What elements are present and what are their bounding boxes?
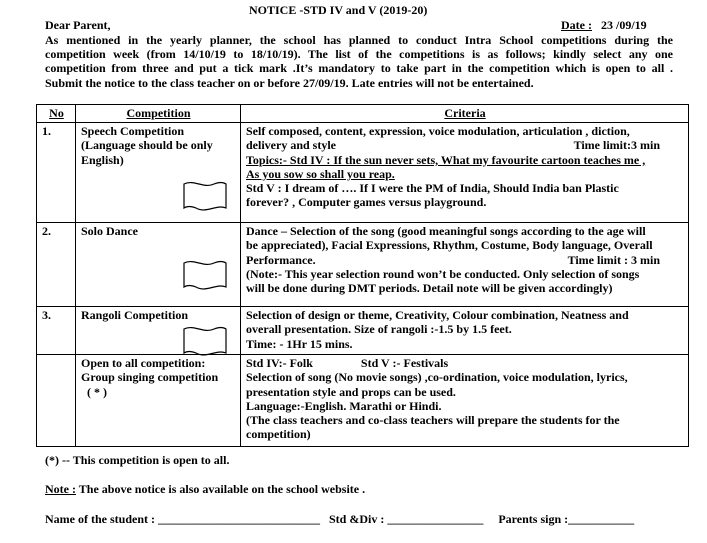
table-row [37, 355, 689, 447]
header-criteria: Criteria [241, 105, 689, 123]
std-div-field[interactable]: ________________ [387, 512, 484, 526]
std-div-label: Std &Div : [329, 512, 385, 526]
footnote: (*) -- This competition is open to all. [45, 453, 230, 467]
intro-line-2: competition week (from 14/10/19 to 18/10/19). The list of the competitions is as follows; kindly select any one [45, 47, 673, 62]
student-name-field[interactable]: ___________________________ [158, 512, 320, 526]
tick-box-rangoli[interactable] [182, 325, 228, 357]
table-row [37, 123, 689, 223]
row-criteria: Selection of design or theme, Creativity, Colour combination, Neatness and overall presentation. Size of rangoli :-1.5 by 1.5 feet. Time: - 1Hr 15 mins. [241, 307, 689, 355]
row-criteria: Self composed, content, expression, voice modulation, articulation , diction, delivery and style Time limit:3 min Topics:- Std IV : If the sun never sets, What my favourite cartoon teaches me , As you sow so shall you reap. Std V : I dream of …. If I were the PM of India, Should India ban Plastic forever? , Computer games versus playground. [241, 123, 689, 223]
signature-line [45, 512, 634, 526]
note-label: Note : [45, 482, 76, 496]
row-criteria: Dance – Selection of the song (good meaningful songs according to the age will be appreciated), Facial Expressions, Rhythm, Costume, Body language, Overall Performance. Time limit : 3 min (Note:- This year selection round won’t be conducted. Only selection of songs will be done during DMT periods. Detail note will be given accordingly) [241, 223, 689, 307]
row-competition: Open to all competition: Group singing competition ( * ) [76, 355, 241, 447]
table-header-row [37, 105, 689, 123]
intro-paragraph [45, 33, 673, 90]
table-row [37, 223, 689, 307]
note-line [45, 482, 365, 496]
row-competition: Solo Dance [76, 223, 241, 307]
header-competition: Competition [76, 105, 241, 123]
row-no [37, 355, 76, 447]
parent-sign-field[interactable]: ___________ [568, 512, 635, 526]
student-name-label: Name of the student : [45, 512, 155, 526]
intro-line-1: As mentioned in the yearly planner, the school has planned to conduct Intra School competitions during the [45, 33, 673, 47]
row-no: 2. [37, 223, 76, 307]
intro-line-3: competition from three and put a tick mark .It’s mandatory to take part in the competition which is open to all . [45, 61, 673, 76]
header-no: No [37, 105, 76, 123]
competition-table [36, 104, 689, 447]
parent-sign-label: Parents sign : [498, 512, 569, 526]
date-line [561, 18, 647, 32]
greeting: Dear Parent, [45, 18, 111, 32]
row-competition: Rangoli Competition [76, 307, 241, 355]
tick-box-speech[interactable] [182, 180, 228, 212]
date-label: Date : [561, 18, 592, 32]
note-text: The above notice is also available on the school website . [75, 482, 366, 496]
intro-line-4: Submit the notice to the class teacher on or before 27/09/19. Late entries will not be entertained. [45, 75, 534, 90]
tick-box-solo-dance[interactable] [182, 259, 228, 291]
date-value: 23 /09/19 [600, 18, 647, 32]
row-criteria: Std IV:- Folk Std V :- Festivals Selection of song (No movie songs) ,co-ordination, voice modulation, lyrics, presentation style and props can be used. Language:-English. Marathi or Hindi. (The class teachers and co-class teachers will prepare the students for the competition) [241, 355, 689, 447]
row-competition: Speech Competition (Language should be only English) [76, 123, 241, 223]
table-row [37, 307, 689, 355]
notice-title: NOTICE -STD IV and V (2019-20) [249, 3, 428, 17]
row-no: 1. [37, 123, 76, 223]
row-no: 3. [37, 307, 76, 355]
